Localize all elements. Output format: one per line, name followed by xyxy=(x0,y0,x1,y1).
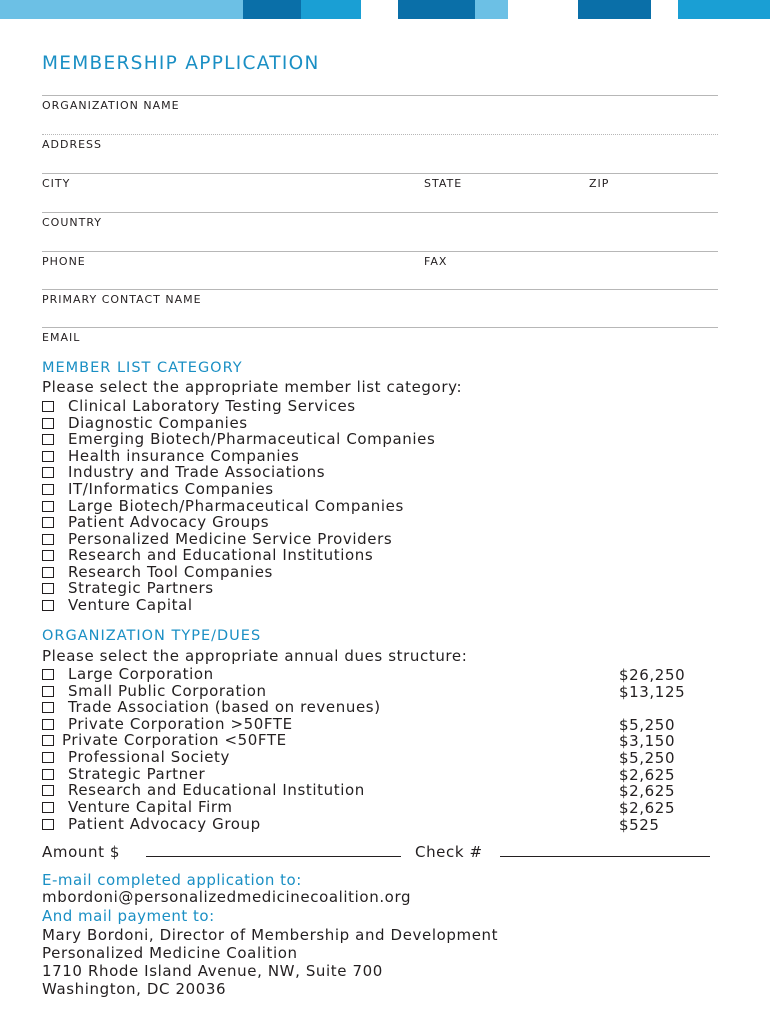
member-list-option[interactable] xyxy=(42,398,356,414)
option-label: Private Corporation <50FTE xyxy=(62,731,287,749)
address-label: ADDRESS xyxy=(42,138,103,151)
mailing-address-line: 1710 Rhode Island Avenue, NW, Suite 700 xyxy=(42,962,383,980)
member-list-option[interactable] xyxy=(42,597,193,613)
checkbox[interactable] xyxy=(42,802,54,813)
member-list-option[interactable] xyxy=(42,464,325,480)
check-input-line[interactable] xyxy=(500,856,710,857)
checkbox[interactable] xyxy=(42,769,54,780)
phone-fax-row xyxy=(42,251,718,281)
checkbox[interactable] xyxy=(42,702,54,713)
option-label: Clinical Laboratory Testing Services xyxy=(68,397,356,415)
checkbox[interactable] xyxy=(42,686,54,697)
option-label: Research and Educational Institution xyxy=(68,781,365,799)
option-label: Patient Advocacy Groups xyxy=(68,513,270,531)
member-list-option[interactable] xyxy=(42,531,392,547)
dues-option[interactable] xyxy=(42,799,233,815)
member-list-option[interactable] xyxy=(42,564,273,580)
mailing-address-line: Washington, DC 20036 xyxy=(42,980,227,998)
state-label[interactable]: STATE xyxy=(424,177,463,190)
dues-price: $3,150 xyxy=(619,732,676,750)
option-label: Professional Society xyxy=(68,748,231,766)
field-rule xyxy=(42,251,718,252)
member-list-prompt: Please select the appropriate member list category: xyxy=(42,378,463,396)
header-color-bar xyxy=(0,0,770,19)
option-label: Industry and Trade Associations xyxy=(68,463,326,481)
dues-price: $5,250 xyxy=(619,749,676,767)
dues-option[interactable] xyxy=(42,699,381,715)
submission-email-address[interactable]: mbordoni@personalizedmedicinecoalition.org xyxy=(42,888,412,906)
option-label: Large Corporation xyxy=(68,665,214,683)
option-label: Health insurance Companies xyxy=(68,447,300,465)
checkbox[interactable] xyxy=(42,669,54,680)
phone-label[interactable]: PHONE xyxy=(42,255,86,268)
option-label: Venture Capital Firm xyxy=(68,798,233,816)
option-label: Venture Capital xyxy=(68,596,193,614)
option-label: Large Biotech/Pharmaceutical Companies xyxy=(68,497,404,515)
field-rule xyxy=(42,95,718,96)
option-label: Research and Educational Institutions xyxy=(68,546,374,564)
member-list-heading: MEMBER LIST CATEGORY xyxy=(42,360,243,376)
organization-name-field[interactable] xyxy=(42,95,718,125)
option-label: Research Tool Companies xyxy=(68,563,273,581)
option-label: Personalized Medicine Service Providers xyxy=(68,530,393,548)
dues-option[interactable] xyxy=(42,683,267,699)
checkbox[interactable] xyxy=(42,467,54,478)
checkbox[interactable] xyxy=(42,735,54,746)
email-label: EMAIL xyxy=(42,331,81,344)
option-label: Small Public Corporation xyxy=(68,682,267,700)
option-label: Trade Association (based on revenues) xyxy=(68,698,381,716)
page-title: MEMBERSHIP APPLICATION xyxy=(42,53,320,74)
checkbox[interactable] xyxy=(42,517,54,528)
field-rule xyxy=(42,134,718,135)
city-state-zip-row xyxy=(42,173,718,203)
checkbox[interactable] xyxy=(42,583,54,594)
field-rule xyxy=(42,327,718,328)
color-block xyxy=(243,0,301,19)
option-label: Diagnostic Companies xyxy=(68,414,248,432)
color-block xyxy=(475,0,508,19)
member-list-option[interactable] xyxy=(42,415,248,431)
member-list-option[interactable] xyxy=(42,481,274,497)
amount-label: Amount $ xyxy=(42,843,121,861)
member-list-option[interactable] xyxy=(42,431,435,447)
dues-option[interactable] xyxy=(42,716,293,732)
dues-prompt: Please select the appropriate annual dues structure: xyxy=(42,647,468,665)
dues-option[interactable] xyxy=(42,732,287,748)
dues-price: $2,625 xyxy=(619,799,676,817)
check-label: Check # xyxy=(415,843,483,861)
checkbox[interactable] xyxy=(42,401,54,412)
member-list-option[interactable] xyxy=(42,448,299,464)
color-block xyxy=(301,0,361,19)
checkbox[interactable] xyxy=(42,785,54,796)
member-list-option[interactable] xyxy=(42,514,269,530)
color-block xyxy=(398,0,475,19)
checkbox[interactable] xyxy=(42,600,54,611)
checkbox[interactable] xyxy=(42,567,54,578)
checkbox[interactable] xyxy=(42,434,54,445)
email-field[interactable] xyxy=(42,327,718,357)
member-list-option[interactable] xyxy=(42,547,373,563)
country-field[interactable] xyxy=(42,212,718,242)
email-instructions-heading: E-mail completed application to: xyxy=(42,871,302,889)
checkbox[interactable] xyxy=(42,418,54,429)
dues-price: $13,125 xyxy=(619,683,686,701)
dues-heading: ORGANIZATION TYPE/DUES xyxy=(42,628,262,644)
dues-option[interactable] xyxy=(42,749,230,765)
primary-contact-field[interactable] xyxy=(42,289,718,319)
address-field[interactable] xyxy=(42,134,718,164)
option-label: Strategic Partner xyxy=(68,765,206,783)
mailing-address-line: Personalized Medicine Coalition xyxy=(42,944,298,962)
checkbox[interactable] xyxy=(42,534,54,545)
dues-price: $2,625 xyxy=(619,782,676,800)
dues-price: $2,625 xyxy=(619,766,676,784)
checkbox[interactable] xyxy=(42,550,54,561)
fax-label[interactable]: FAX xyxy=(424,255,448,268)
primary-contact-label: PRIMARY CONTACT NAME xyxy=(42,293,202,306)
option-label: IT/Informatics Companies xyxy=(68,480,274,498)
field-rule xyxy=(42,173,718,174)
checkbox[interactable] xyxy=(42,451,54,462)
country-label: COUNTRY xyxy=(42,216,102,229)
checkbox[interactable] xyxy=(42,484,54,495)
zip-label[interactable]: ZIP xyxy=(589,177,610,190)
dues-price: $5,250 xyxy=(619,716,676,734)
color-block xyxy=(0,0,243,19)
field-rule xyxy=(42,289,718,290)
dues-option[interactable] xyxy=(42,666,214,682)
option-label: Emerging Biotech/Pharmaceutical Companies xyxy=(68,430,436,448)
checkbox[interactable] xyxy=(42,752,54,763)
field-rule xyxy=(42,212,718,213)
member-list-option[interactable] xyxy=(42,580,214,596)
option-label: Strategic Partners xyxy=(68,579,214,597)
checkbox[interactable] xyxy=(42,501,54,512)
dues-price: $525 xyxy=(619,816,660,834)
dues-option[interactable] xyxy=(42,766,205,782)
checkbox[interactable] xyxy=(42,719,54,730)
organization-name-label: ORGANIZATION NAME xyxy=(42,99,180,112)
city-label[interactable]: CITY xyxy=(42,177,71,190)
mail-instructions-heading: And mail payment to: xyxy=(42,907,215,925)
color-block xyxy=(578,0,651,19)
option-label: Patient Advocacy Group xyxy=(68,815,261,833)
checkbox[interactable] xyxy=(42,819,54,830)
member-list-option[interactable] xyxy=(42,498,404,514)
dues-price: $26,250 xyxy=(619,666,686,684)
color-block xyxy=(678,0,770,19)
dues-option[interactable] xyxy=(42,782,365,798)
amount-input-line[interactable] xyxy=(146,856,401,857)
dues-option[interactable] xyxy=(42,816,261,832)
mailing-address-line: Mary Bordoni, Director of Membership and Development xyxy=(42,926,499,944)
option-label: Private Corporation >50FTE xyxy=(68,715,293,733)
